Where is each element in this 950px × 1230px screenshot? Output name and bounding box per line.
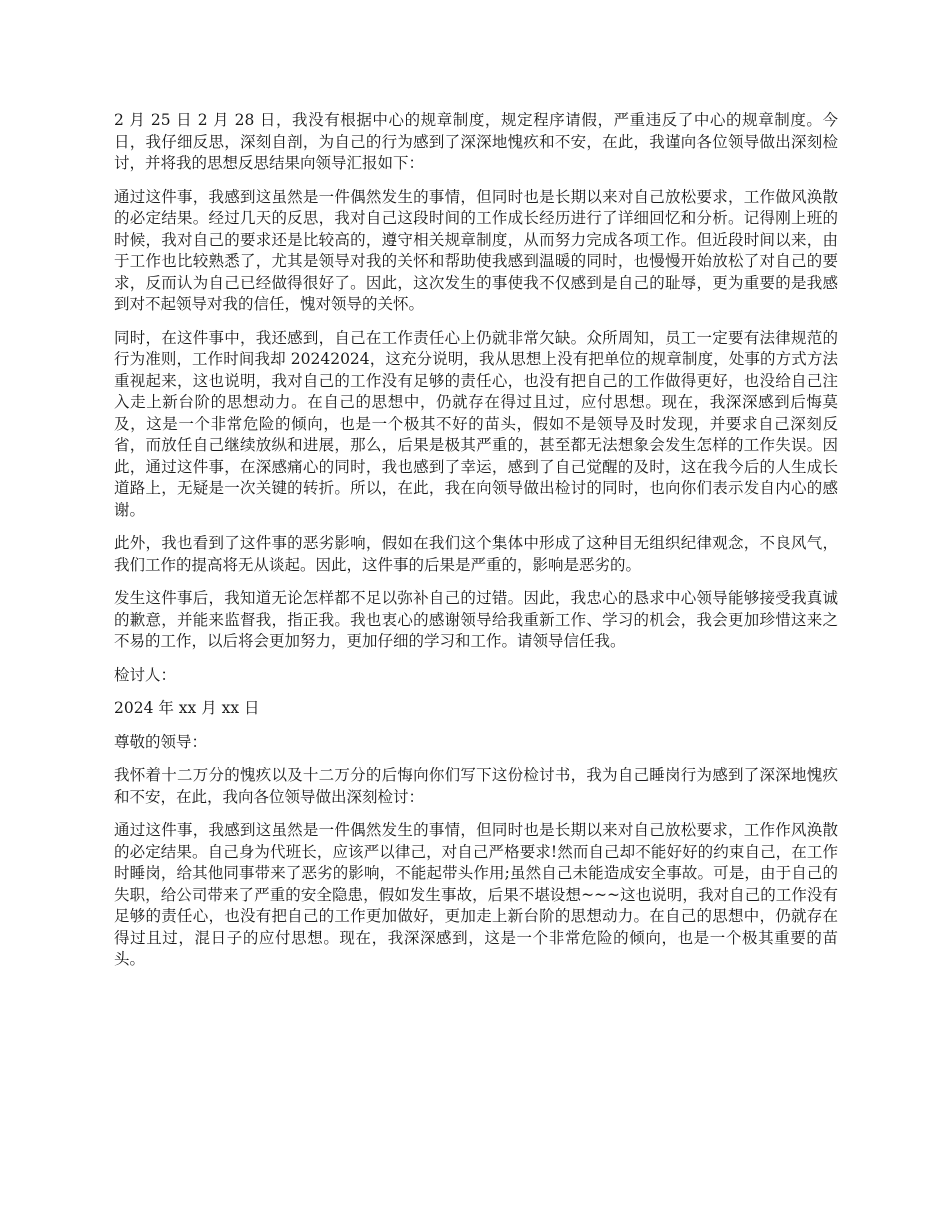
document-body bbox=[114, 110, 838, 983]
paragraph-responsibility: 同时，在这件事中，我还感到，自己在工作责任心上仍就非常欠缺。众所周知，员工一定要有法律规范的行为准则，工作时间我却 20242024，这充分说明，我从思想上没有把单位的规章制度，处事的方式方法重视起来，这也说明，我对自己的工作没有足够的责任心，也没有把自己的工作做得更好，也没给自己注入走上新台阶的思想动力。在自己的思想中，仍就存在得过且过，应付思想。现在，我深深感到后悔莫及，这是一个非常危险的倾向，也是一个极其不好的苗头，假如不是领导及时发现，并要求自己深刻反省，而放任自己继续放纵和进展，那么，后果是极其严重的，甚至都无法想象会发生怎样的工作失误。因此，通过这件事，在深感痛心的同时，我也感到了幸运，感到了自己觉醒的及时，这在我今后的人生成长道路上，无疑是一次关键的转折。所以，在此，我在向领导做出检讨的同时，也向你们表示发自内心的感谢。 bbox=[114, 328, 838, 519]
paragraph-second-letter-intro: 我怀着十二万分的愧疚以及十二万分的后悔向你们写下这份检讨书，我为自己睡岗行为感到了深深地愧疚和不安，在此，我向各位领导做出深刻检讨： bbox=[114, 766, 838, 806]
paragraph-apology: 发生这件事后，我知道无论怎样都不足以弥补自己的过错。因此，我忠心的恳求中心领导能够接受我真诚的歉意，并能来监督我，指正我。我也衷心的感谢领导给我重新工作、学习的机会，我会更加珍惜这来之不易的工作，以后将会更加努力，更加仔细的学习和工作。请领导信任我。 bbox=[114, 589, 838, 650]
paragraph-impact: 此外，我也看到了这件事的恶劣影响，假如在我们这个集体中形成了这种目无组织纪律观念，不良风气，我们工作的提高将无从谈起。因此，这件事的后果是严重的，影响是恶劣的。 bbox=[114, 534, 838, 574]
date-line: 2024 年 xx 月 xx 日 bbox=[114, 699, 260, 717]
paragraph-leave-violation: 2 月 25 日 2 月 28 日，我没有根据中心的规章制度，规定程序请假，严重违反了中心的规章制度。今日，我仔细反思，深刻自剖，为自己的行为感到了深深地愧疚和不安，在此，我谨向各位领导做出深刻检讨，并将我的思想反思结果向领导汇报如下： bbox=[114, 111, 838, 172]
signature-label: 检讨人： bbox=[114, 665, 177, 684]
paragraph-second-letter-reflection: 通过这件事，我感到这虽然是一件偶然发生的事情，但同时也是长期以来对自己放松要求，工作作风涣散的必定结果。自己身为代班长，应该严以律己，对自己严格要求!然而自己却不能好好的约束自己，在工作时睡岗，给其他同事带来了恶劣的影响，不能起带头作用;虽然自己未能造成安全事故。可是，由于自己的失职，给公司带来了严重的安全隐患，假如发生事故，后果不堪设想~~~这也说明，我对自己的工作没有足够的责任心，也没有把自己的工作更加做好，更加走上新台阶的思想动力。在自己的思想中，仍就存在得过且过，混日子的应付思想。现在，我深深感到，这是一个非常危险的倾向，也是一个极其重要的苗头。 bbox=[114, 821, 838, 968]
paragraph-reflection: 通过这件事，我感到这虽然是一件偶然发生的事情，但同时也是长期以来对自己放松要求，工作做风涣散的必定结果。经过几天的反思，我对自己这段时间的工作成长经历进行了详细回忆和分析。记得刚上班的时候，我对自己的要求还是比较高的，遵守相关规章制度，从而努力完成各项工作。但近段时间以来，由于工作也比较熟悉了，尤其是领导对我的关怀和帮助使我感到温暖的同时，也慢慢开始放松了对自己的要求，反而认为自己已经做得很好了。因此，这次发生的事使我不仅感到是自己的耻辱，更为重要的是我感到对不起领导对我的信任，愧对领导的关怀。 bbox=[114, 187, 838, 313]
salutation: 尊敬的领导： bbox=[114, 732, 208, 751]
